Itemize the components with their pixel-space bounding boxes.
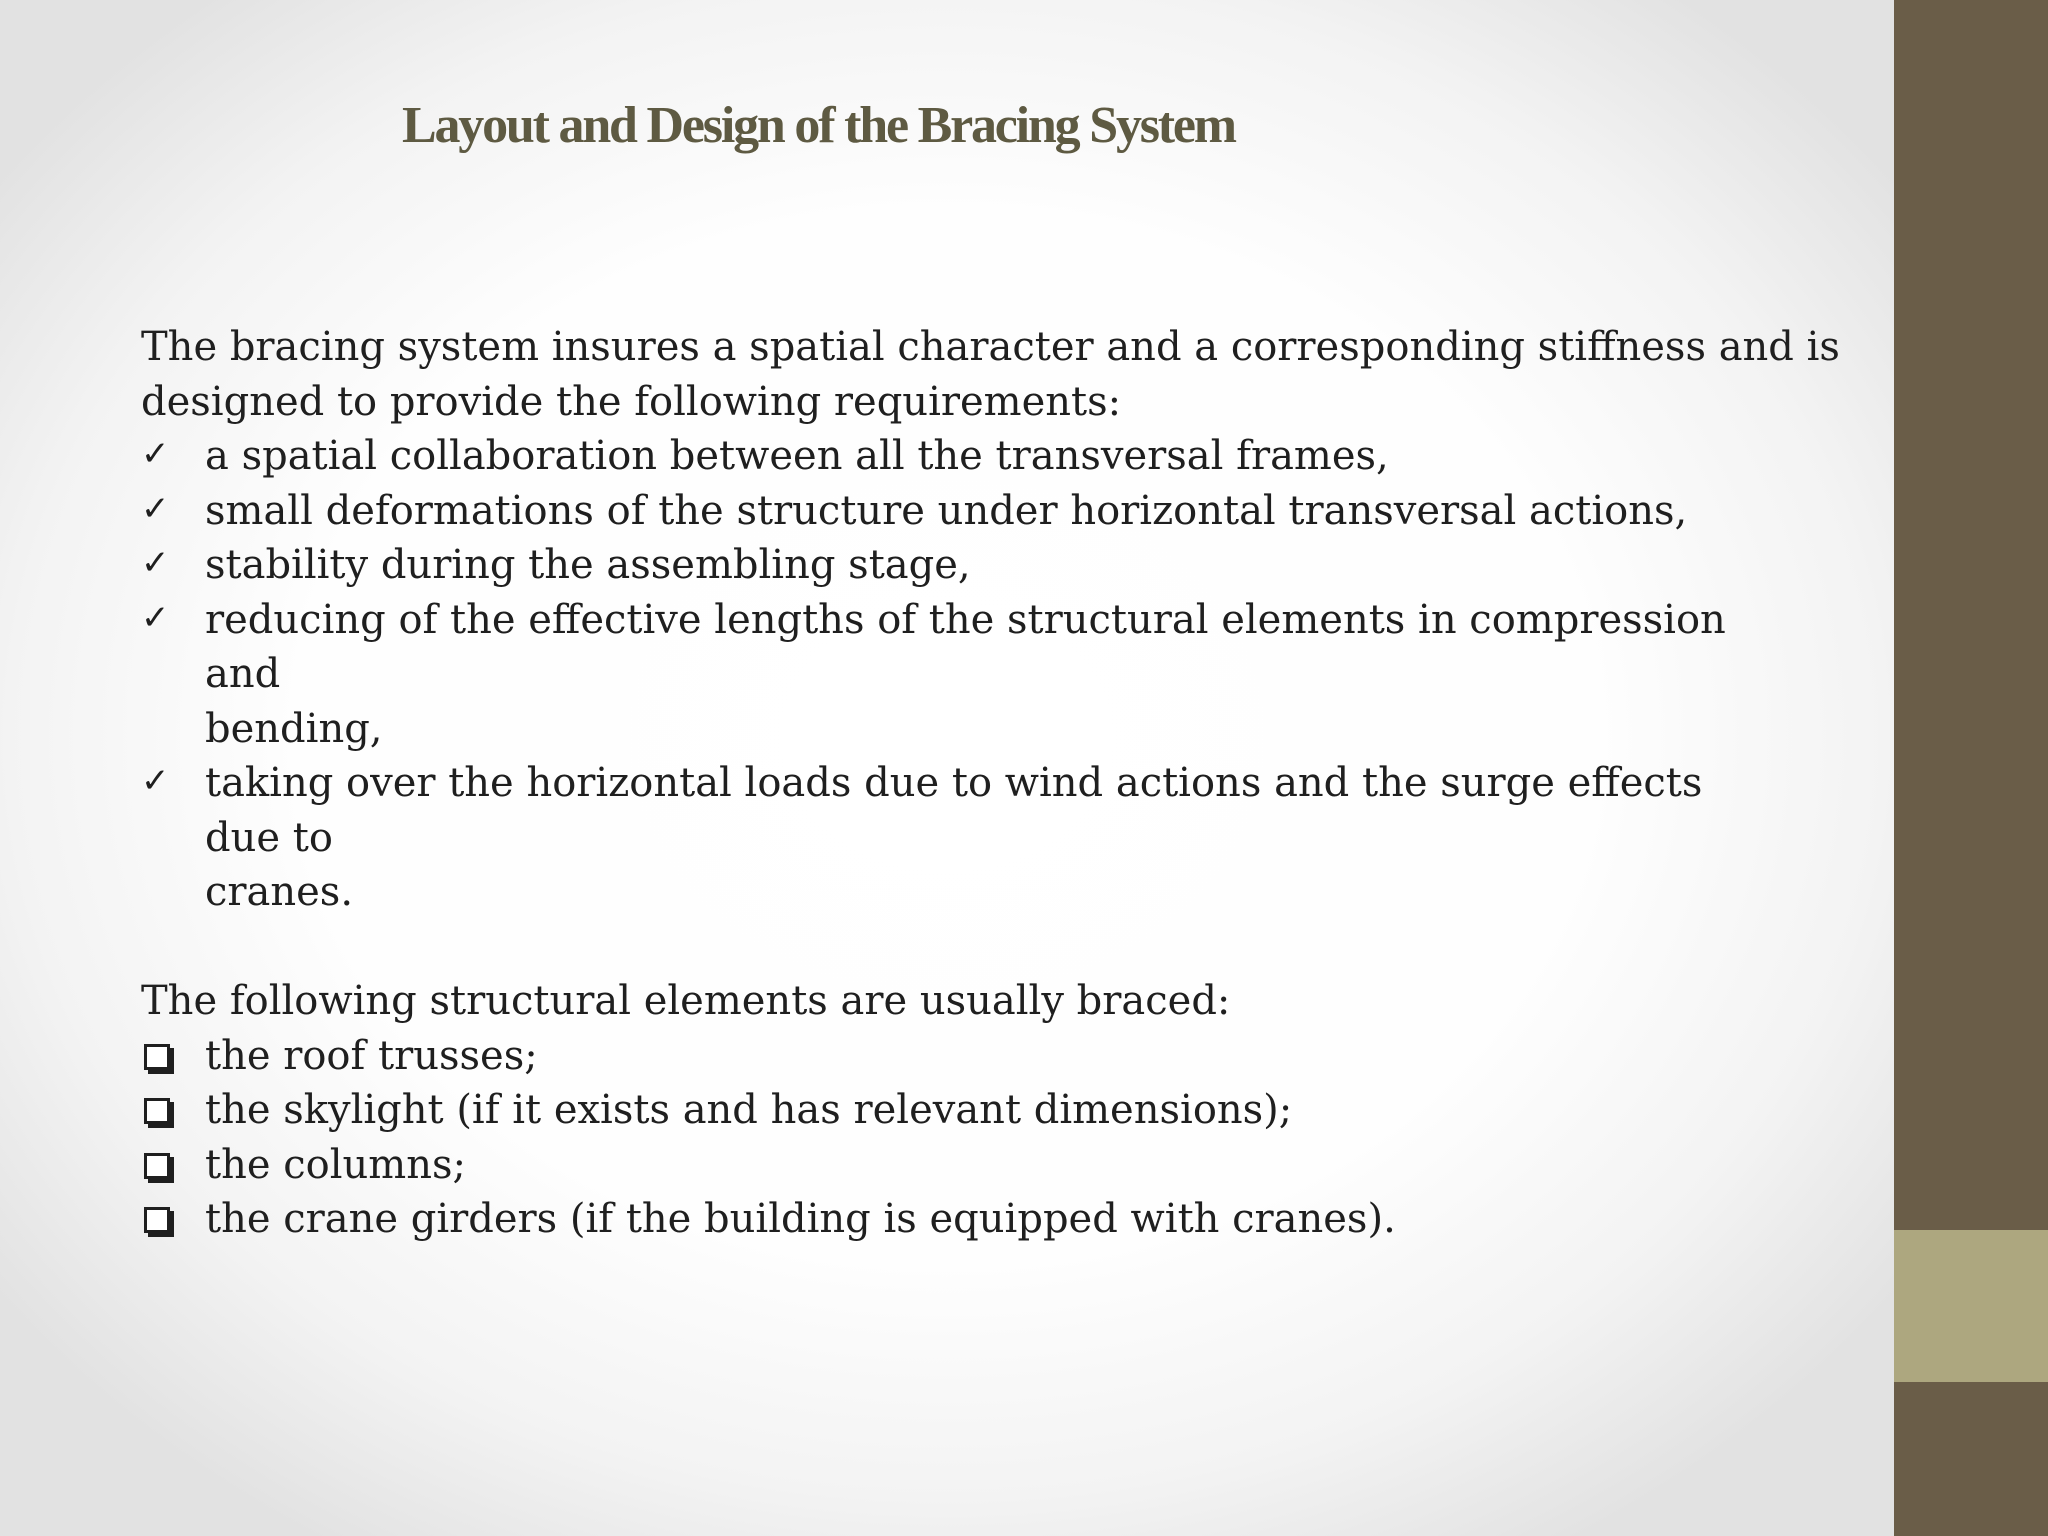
sidebar-accent-block: [1894, 1230, 2048, 1382]
list-item: [141, 1192, 1781, 1247]
requirement-text: small deformations of the structure under horizontal transversal actions,: [205, 487, 1688, 534]
list-item: [141, 484, 1781, 539]
list-item: [141, 593, 1781, 757]
square-box-icon: [144, 1044, 170, 1070]
braced-element-text: the roof trusses;: [205, 1032, 538, 1079]
check-mark-icon: ✓: [141, 434, 170, 474]
intro-line-1: The bracing system insures a spatial character and a corresponding stiffness and is: [141, 324, 1840, 370]
decorative-sidebar: [1894, 0, 2048, 1536]
requirements-list: [141, 429, 1781, 920]
list-item: [141, 429, 1781, 484]
intro-line-2: designed to provide the following requirements:: [141, 378, 1122, 425]
list-item: [141, 1029, 1781, 1084]
square-box-icon: [144, 1153, 170, 1179]
slide-title: Layout and Design of the Bracing System: [402, 97, 1235, 154]
check-mark-icon: ✓: [141, 543, 170, 583]
list-item: [141, 1138, 1781, 1193]
list-item: [141, 538, 1781, 593]
square-box-icon: [144, 1207, 170, 1233]
braced-element-text: the crane girders (if the building is equipped with cranes).: [205, 1196, 1396, 1242]
slide-body: [141, 320, 1840, 1247]
list-item: [141, 756, 1781, 920]
check-mark-icon: ✓: [141, 761, 170, 801]
paragraph-spacer: [141, 920, 1781, 975]
braced-intro: The following structural elements are usually braced:: [141, 978, 1231, 1024]
requirement-text-continued: cranes.: [205, 869, 354, 915]
braced-element-text: the skylight (if it exists and has relevant dimensions);: [205, 1087, 1293, 1133]
requirement-text: taking over the horizontal loads due to wind actions and the surge effects due to: [205, 760, 1703, 861]
braced-elements-list: [141, 1029, 1781, 1247]
requirement-text-continued: bending,: [205, 705, 383, 752]
check-mark-icon: ✓: [141, 597, 170, 638]
check-mark-icon: ✓: [141, 488, 170, 529]
list-item: [141, 1083, 1781, 1138]
requirement-text: stability during the assembling stage,: [205, 542, 971, 588]
requirement-text: reducing of the effective lengths of the structural elements in compression and: [205, 596, 1726, 697]
requirement-text: a spatial collaboration between all the transversal frames,: [205, 433, 1389, 479]
square-box-icon: [144, 1098, 170, 1124]
braced-element-text: the columns;: [205, 1141, 466, 1188]
